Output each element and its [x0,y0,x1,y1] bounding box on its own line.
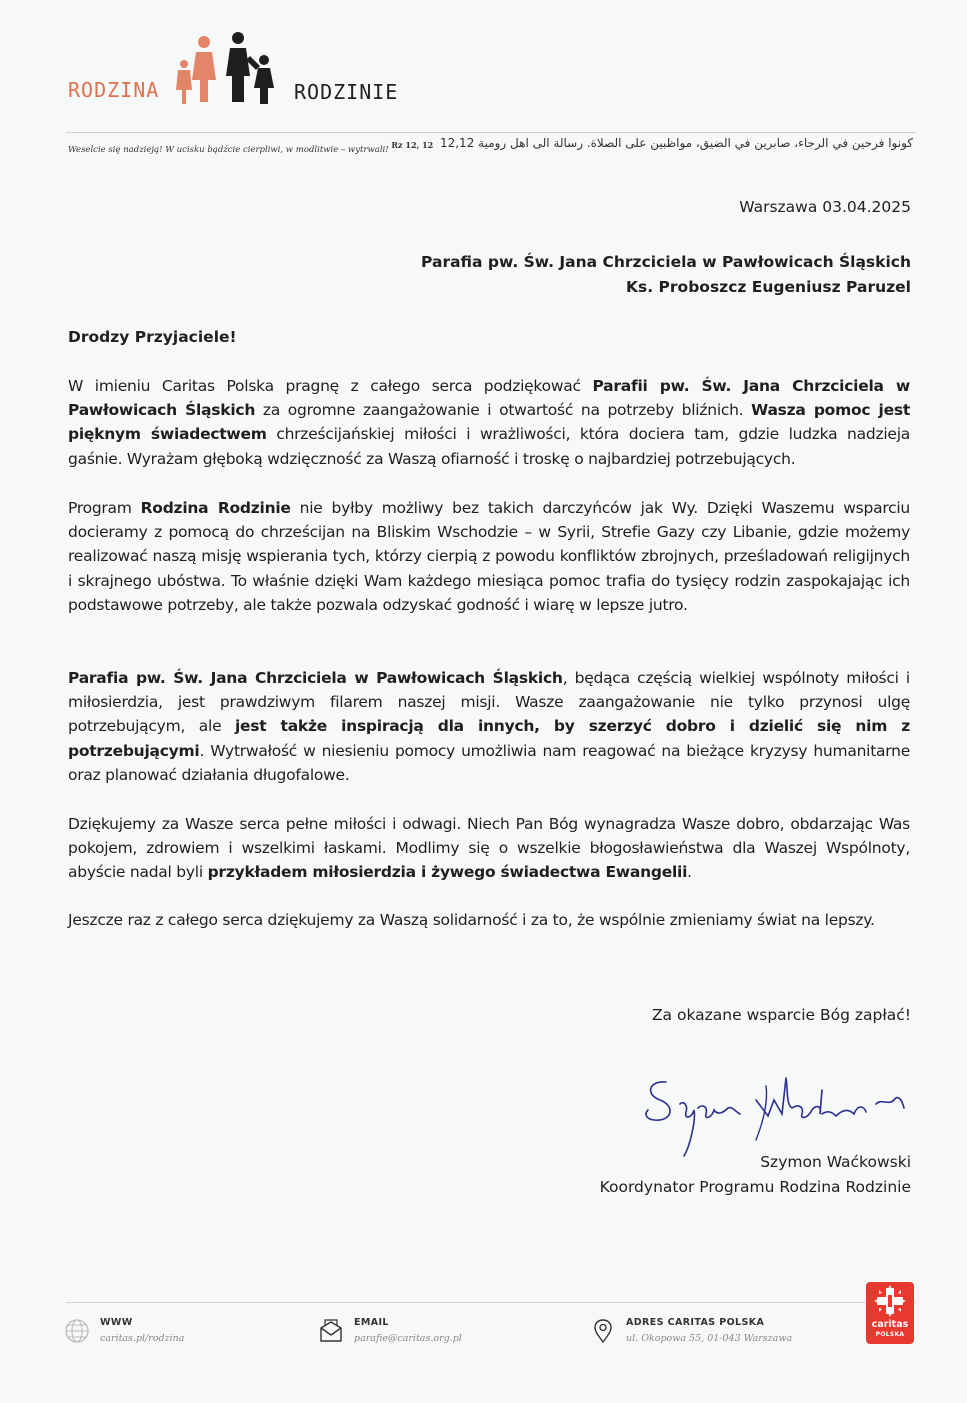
p4-text-2: . [687,863,692,882]
p3-text-2: . Wytrwałość w niesieniu pomocy umożliwia nam reagować na bieżące kryzysy humanitarne oraz planować działania długofalowe. [68,741,910,784]
letter-date: Warszawa 03.04.2025 [739,198,911,216]
p3-bold-2: jest także inspiracją dla innych, by szerzyć dobro i dzielić się nim z potrzebującymi [68,717,911,760]
motto-polish [68,140,434,155]
logo-text-rodzinie: RODZINIE [294,80,399,104]
signer-block [600,1150,911,1200]
p3-text-1: , będąca częścią wielkiej wspólnoty miłości i miłosierdzia, jest prawdziwym filarem naszej misji. Wasze zaangażowanie nie tylko przynosi ulgę potrzebującym, ale [68,669,910,736]
closing-line: Za okazane wsparcie Bóg zapłać! [651,1006,911,1024]
location-pin-icon [590,1318,616,1344]
family-figures-icon [168,30,288,110]
motto-polish-text: Weselcie się nadzieją! W ucisku bądźcie cierpliwi, w modlitwie – wytrwali! [68,144,389,155]
www-link[interactable]: caritas.pl/rodzina [100,1333,185,1344]
addressee-priest: Ks. Proboszcz Eugeniusz Paruzel [626,278,911,296]
paragraph-4 [68,812,910,885]
handwritten-signature [636,1060,916,1160]
p4-bold-1: przykładem miłosierdzia i żywego świadectwa Ewangelii [207,863,688,882]
globe-icon [64,1318,90,1344]
logo-text-rodzina: RODZINA [68,78,160,102]
addressee-block [421,250,911,300]
p3-bold-1: Parafia pw. Św. Jana Chrzciciela w Pawłowicach Śląskich [68,669,563,687]
email-label: EMAIL [354,1317,389,1328]
caritas-polska-logo [866,1282,914,1344]
paragraph-3 [68,666,910,787]
caritas-logo-word: caritas [871,1319,909,1330]
p2-bold-1: Rodzina Rodzinie [140,499,291,517]
address-value: ul. Okopowa 55, 01-043 Warszawa [626,1333,793,1344]
greeting: Drodzy Przyjaciele! [68,328,237,346]
signer-name: Szymon Waćkowski [760,1153,911,1171]
header-divider [66,132,916,133]
rodzina-rodzinie-logo [68,30,398,112]
email-link[interactable]: parafie@caritas.org.pl [354,1333,462,1344]
p2-text-1: Program [68,499,141,517]
p1-text-1: W imieniu Caritas Polska pragnę z całego serca podziękować [68,377,593,395]
paragraph-5: Jeszcze raz z całego serca dziękujemy za Waszą solidarność i za to, że wspólnie zmieniamy świat na lepszy. [68,911,875,929]
paragraph-1 [68,374,910,471]
p1-bold-1: Parafii pw. Św. Jana Chrzciciela w Pawłowicach Śląskich [68,377,910,420]
p2-text-2: nie byłby możliwy bez takich darczyńców jak Wy. Dzięki Waszemu wsparciu docieramy z pomocą do chrześcijan na Bliskim Wschodzie – w Syrii, Strefie Gazy czy Libanie, gdzie możemy realizować naszą misję wspierania tych, którzy cierpią z powodu konfliktów zbrojnych, prześladowań religijnych i skrajnego ubóstwa. To właśnie dzięki Wam każdego miesiąca pomoc trafia do tysięcy rodzin zaspokajając ich podstawowe potrzeby, ale także pozwala odzyskać godność i wiarę w lepsze jutro. [68,499,911,614]
caritas-logo-country: POLSKA [875,1331,905,1338]
motto-arabic: كونوا فرحين في الرجاء، صابرين في الضيق، مواظبين على الصلاة. رسالة الى اهل رومية 12,12 [439,136,913,150]
address-label: ADRES CARITAS POLSKA [626,1317,765,1328]
paragraph-2 [68,496,910,617]
p1-text-3: chrześcijańskiej miłości i wrażliwości, która dociera tam, gdzie ludzka nadzieja gaśnie. Wyrażam głęboką wdzięczność za Waszą ofiarność i troskę o najbardziej potrzebujących. [68,425,910,468]
motto-polish-reference: Rz 12, 12 [391,140,434,150]
addressee-parish: Parafia pw. Św. Jana Chrzciciela w Pawłowicach Śląskich [421,253,911,271]
p1-text-2: za ogromne zaangażowanie i otwartość na potrzeby bliźnich. [255,401,752,420]
footer-divider [66,1302,916,1303]
p1-bold-2: Wasza pomoc jest pięknym świadectwem [68,401,910,444]
www-label: WWW [100,1317,133,1328]
envelope-icon [318,1318,344,1344]
p4-text-1: Dziękujemy za Wasze serca pełne miłości i odwagi. Niech Pan Bóg wynagradza Wasze dobro, obdarzając Was pokojem, zdrowiem i wszelkimi łaskami. Modlimy się o wszelkie błogosławieństwa dla Waszej Wspólnoty, abyście nadal byli [68,815,910,882]
signer-title: Koordynator Programu Rodzina Rodzinie [599,1178,911,1196]
